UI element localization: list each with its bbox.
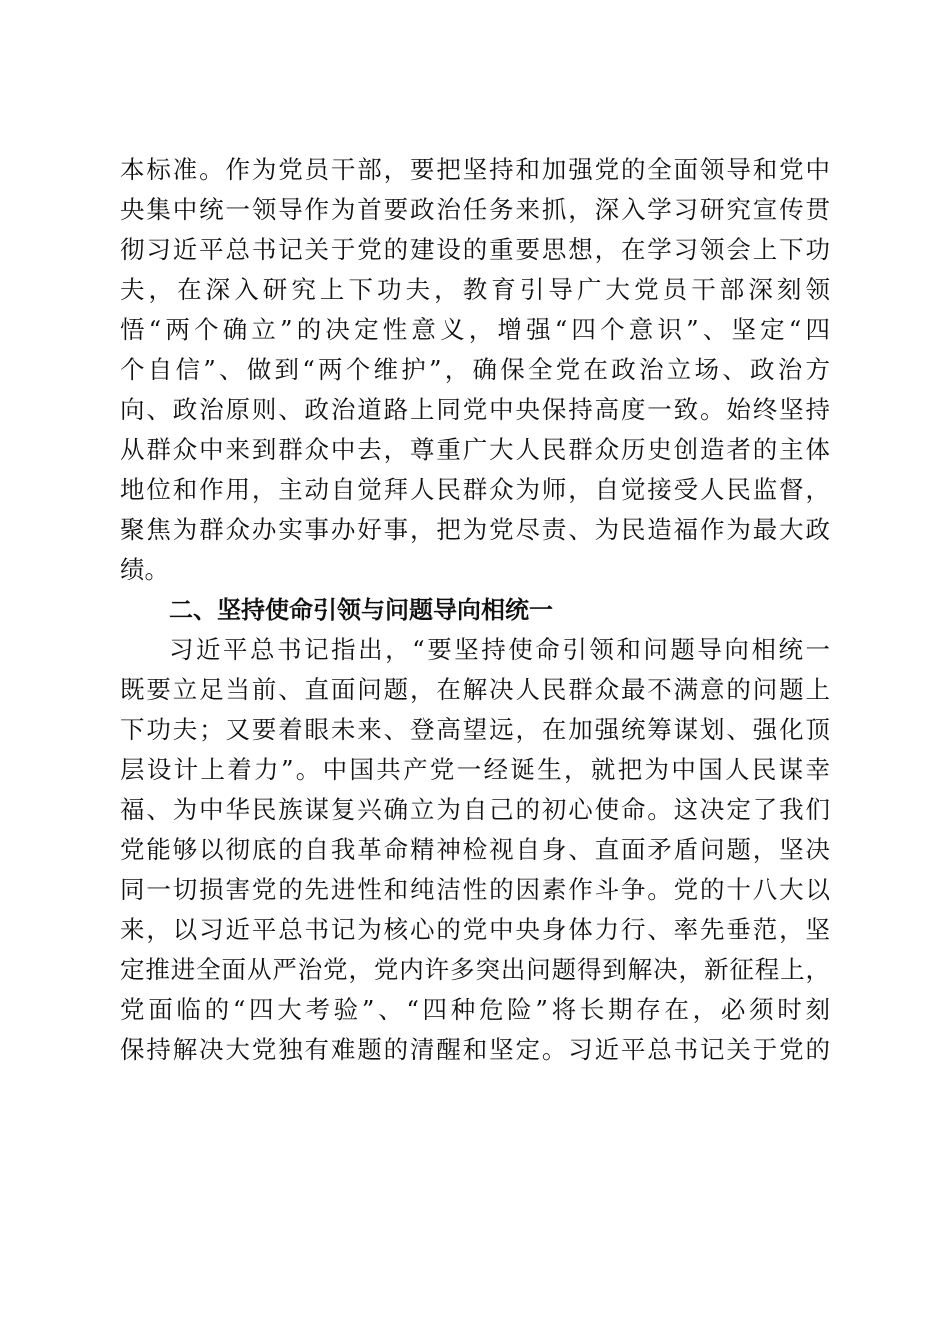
text-line: 习近平总书记指出，“要坚持使命引领和问题导向相统一: [169, 635, 830, 664]
text-line: 聚焦为群众办实事办好事，把为党尽责、为民造福作为最大政: [120, 515, 830, 544]
paragraph-1: [120, 150, 830, 590]
paragraph-2: [120, 630, 830, 1070]
text-line: 悟“两个确立”的决定性意义，增强“四个意识”、坚定“四: [120, 315, 830, 344]
text-line: 定推进全面从严治党，党内许多突出问题得到解决，新征程上，: [120, 955, 830, 984]
text-line: 本标准。作为党员干部，要把坚持和加强党的全面领导和党中: [120, 155, 830, 184]
text-line: 个自信”、做到“两个维护”，确保全党在政治立场、政治方: [120, 355, 830, 384]
text-line: 地位和作用，主动自觉拜人民群众为师，自觉接受人民监督，: [120, 475, 830, 504]
text-line: 党面临的“四大考验”、“四种危险”将长期存在，必须时刻: [120, 995, 830, 1024]
text-line: 福、为中华民族谋复兴确立为自己的初心使命。这决定了我们: [120, 795, 830, 824]
text-line: 层设计上着力”。中国共产党一经诞生，就把为中国人民谋幸: [120, 755, 830, 784]
text-line: 从群众中来到群众中去，尊重广大人民群众历史创造者的主体: [120, 435, 830, 464]
text-line: 同一切损害党的先进性和纯洁性的因素作斗争。党的十八大以: [120, 875, 830, 904]
text-line: 央集中统一领导作为首要政治任务来抓，深入学习研究宣传贯: [120, 195, 830, 224]
text-line: 既要立足当前、直面问题，在解决人民群众最不满意的问题上: [120, 675, 830, 704]
text-line: 向、政治原则、政治道路上同党中央保持高度一致。始终坚持: [120, 395, 830, 424]
text-line: 保持解决大党独有难题的清醒和坚定。习近平总书记关于党的: [120, 1035, 830, 1064]
text-line: 绩。: [120, 555, 169, 584]
text-line: 夫，在深入研究上下功夫，教育引导广大党员干部深刻领: [120, 275, 830, 304]
text-line: 党能够以彻底的自我革命精神检视自身、直面矛盾问题，坚决: [120, 835, 830, 864]
document-body: [120, 150, 830, 1070]
section-heading: 二、坚持使命引领与问题导向相统一: [169, 596, 553, 624]
text-line: 下功夫；又要着眼未来、登高望远，在加强统筹谋划、强化顶: [120, 715, 830, 744]
text-line: 来，以习近平总书记为核心的党中央身体力行、率先垂范，坚: [120, 915, 830, 944]
text-line: 彻习近平总书记关于党的建设的重要思想，在学习领会上下功: [120, 235, 830, 264]
